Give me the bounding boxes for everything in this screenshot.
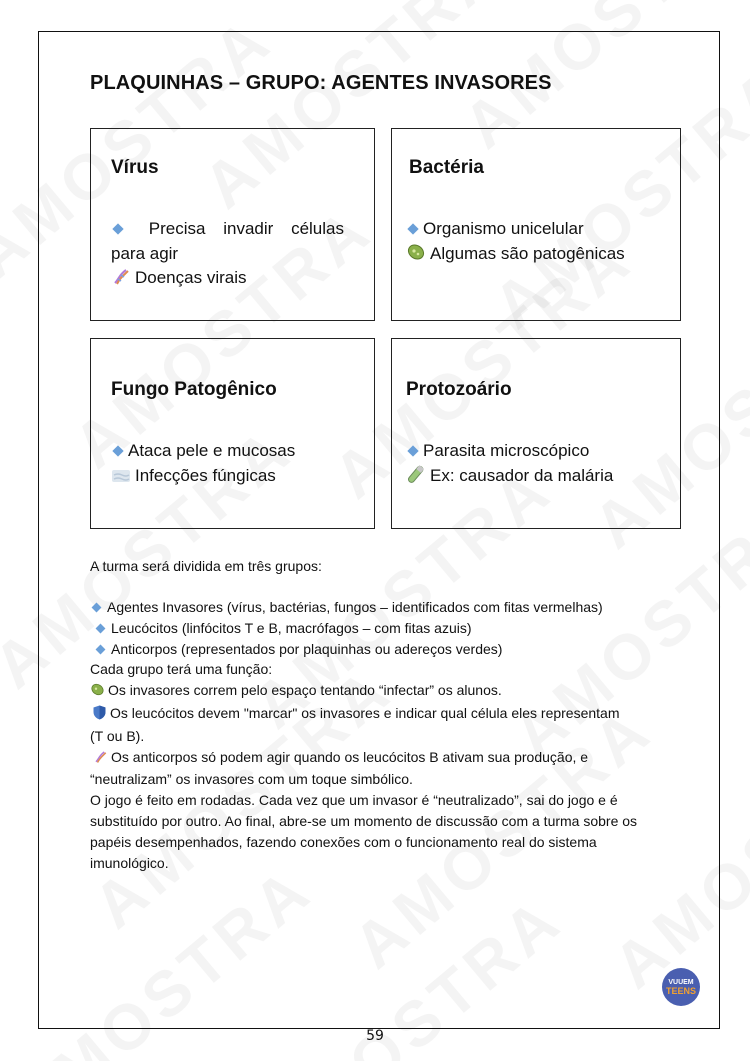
list-item: Anticorpos (representados por plaquinhas ou adereços verdes) (90, 639, 637, 660)
closing-line: substituído por outro. Ao final, abre-se um momento de discussão com a turma sobre os (90, 812, 638, 829)
intro-text: A turma será dividida em três grupos: (90, 558, 322, 574)
card-line: Infecções fúngicas (111, 464, 295, 492)
microbe-icon (406, 242, 426, 270)
test-tube-icon (406, 464, 426, 492)
groups-list (90, 597, 637, 873)
fog-icon (111, 467, 131, 492)
diamond-bullet-icon (111, 441, 128, 460)
card-title: Bactéria (409, 157, 484, 178)
closing-line: papéis desempenhados, fazendo conexões com o funcionamento real do sistema (90, 833, 597, 850)
diamond-bullet-icon (96, 644, 106, 654)
function-continuation: (T ou B). (90, 727, 145, 744)
card-line: Doenças virais (111, 266, 344, 294)
card-line: Ex: causador da malária (406, 464, 613, 492)
diamond-bullet-icon (111, 217, 131, 242)
list-item: Leucócitos (linfócitos T e B, macrófagos – com fitas azuis) (90, 618, 637, 639)
dna-icon (111, 266, 131, 294)
card-body (406, 217, 625, 269)
shield-icon (93, 705, 106, 726)
card-body (111, 439, 295, 491)
card-bacteria (391, 128, 681, 321)
closing-line: imunológico. (90, 854, 169, 871)
diamond-bullet-icon (92, 603, 102, 613)
diamond-bullet-icon (406, 441, 423, 460)
function-item: Os leucócitos devem "marcar" os invasores e indicar qual célula eles representam (90, 703, 637, 726)
card-body (111, 217, 344, 294)
closing-line: O jogo é feito em rodadas. Cada vez que um invasor é “neutralizado”, sai do jogo e é (90, 792, 618, 809)
function-continuation: “neutralizam” os invasores com um toque simbólico. (90, 771, 413, 788)
publisher-logo: VUUEM TEENS (662, 968, 700, 1006)
card-virus (90, 128, 375, 321)
card-title: Protozoário (406, 379, 512, 400)
list-item: Agentes Invasores (vírus, bactérias, fungos – identificados com fitas vermelhas) (90, 597, 637, 618)
card-line: Precisa invadir células (111, 217, 344, 242)
card-title: Vírus (111, 157, 159, 178)
card-line: Algumas são patogênicas (406, 242, 625, 270)
card-title: Fungo Patogênico (111, 379, 277, 400)
card-protozoan (391, 338, 681, 529)
functions-intro: Cada grupo terá uma função: (90, 661, 273, 678)
card-line: Organismo unicelular (406, 217, 625, 242)
microbe-icon (90, 682, 105, 703)
card-line: Ataca pele e mucosas (111, 439, 295, 464)
page-title: PLAQUINHAS – GRUPO: AGENTES INVASORES (90, 72, 552, 94)
function-item: Os invasores correm pelo espaço tentando “infectar” os alunos. (90, 680, 637, 703)
card-line: para agir (111, 243, 179, 263)
diamond-bullet-icon (406, 219, 423, 238)
card-body (406, 439, 613, 491)
page-number: 59 (366, 1028, 384, 1044)
function-item: Os anticorpos só podem agir quando os leucócitos B ativam sua produção, e (90, 747, 637, 770)
diamond-bullet-icon (96, 624, 106, 634)
card-line: Parasita microscópico (406, 439, 613, 464)
card-fungus (90, 338, 375, 529)
dna-icon (93, 749, 108, 770)
